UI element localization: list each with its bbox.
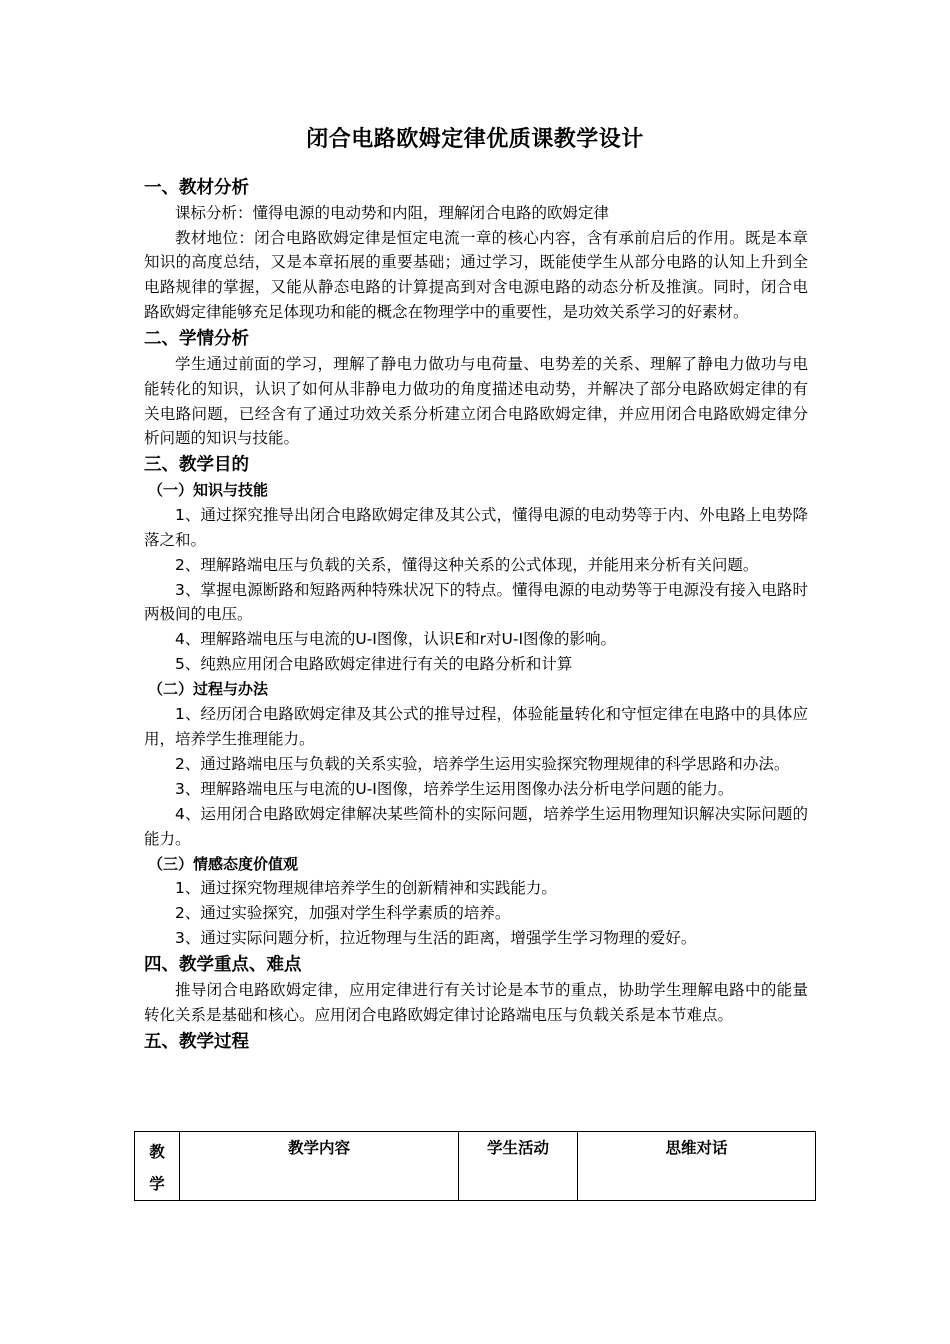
- table-header-content: 教学内容: [180, 1132, 459, 1201]
- section-heading-key-points: 四、教学重点、难点: [144, 955, 302, 976]
- list-item: 3、理解路端电压与电流的U-I图像，培养学生运用图像办法分析电学问题的能力。: [175, 779, 734, 798]
- subheading-knowledge-skills: （一）知识与技能: [148, 480, 269, 499]
- subheading-attitudes-values: （三）情感态度价值观: [148, 854, 299, 873]
- list-item: 5、纯熟应用闭合电路欧姆定律进行有关的电路分析和计算: [175, 655, 573, 674]
- section-heading-student-analysis: 二、学情分析: [144, 329, 249, 350]
- table-header-student-activity: 学生活动: [459, 1132, 578, 1201]
- section-heading-textbook-analysis: 一、教材分析: [144, 178, 249, 198]
- list-item: 1、经历闭合电路欧姆定律及其公式的推导过程，体验能量转化和守恒定律在电路中的具体应用，培养学生推理能力。: [144, 705, 808, 748]
- list-item: 3、通过实际问题分析，拉近物理与生活的距离，增强学生学习物理的爱好。: [175, 929, 697, 948]
- table-row: [135, 1132, 816, 1201]
- paragraph-key-points: 推导闭合电路欧姆定律，应用定律进行有关讨论是本节的重点，协助学生理解电路中的能量转化关系是基础和核心。应用闭合电路欧姆定律讨论路端电压与负载关系是本节难点。: [144, 980, 808, 1024]
- document-body: [144, 174, 808, 1054]
- list-item: 2、理解路端电压与负载的关系，懂得这种关系的公式体现，并能用来分析有关问题。: [175, 555, 759, 574]
- list-item: 2、通过实验探究，加强对学生科学素质的培养。: [175, 904, 511, 923]
- list-item: 4、运用闭合电路欧姆定律解决某些简朴的实际问题，培养学生运用物理知识解决实际问题的能力。: [144, 804, 808, 848]
- paragraph-curriculum-analysis: 课标分析：懂得电源的电动势和内阻，理解闭合电路的欧姆定律: [175, 203, 610, 222]
- paragraph-textbook-position: 教材地位：闭合电路欧姆定律是恒定电流一章的核心内容，含有承前启后的作用。既是本章知识的高度总结，又是本章拓展的重要基础；通过学习，既能使学生从部分电路的认知上升到全电路规律的掌握，又能从静态电路的计算提高到对含电源电路的动态分析及推演。同时，闭合电路欧姆定律能够充足体现功和能的概念在物理学中的重要性，是功效关系学习的好素材。: [144, 228, 808, 322]
- table-header-stage: 教 学: [135, 1132, 180, 1201]
- list-item: 1、通过探究物理规律培养学生的创新精神和实践能力。: [175, 879, 557, 898]
- paragraph-student-analysis: 学生通过前面的学习，理解了静电力做功与电荷量、电势差的关系、理解了静电力做功与电能转化的知识，认识了如何从非静电力做功的角度描述电动势，并解决了部分电路欧姆定律的有关电路问题，已经含有了通过功效关系分析建立闭合电路欧姆定律，并应用闭合电路欧姆定律分析问题的知识与技能。: [144, 354, 808, 448]
- list-item: 1、通过探究推导出闭合电路欧姆定律及其公式，懂得电源的电动势等于内、外电路上电势降落之和。: [144, 505, 808, 549]
- list-item: 2、通过路端电压与负载的关系实验，培养学生运用实验探究物理规律的科学思路和办法。: [175, 754, 790, 773]
- page-title: 闭合电路欧姆定律优质课教学设计: [306, 127, 644, 152]
- list-item: 3、掌握电源断路和短路两种特殊状况下的特点。懂得电源的电动势等于电源没有接入电路时两极间的电压。: [144, 580, 808, 624]
- table-header-dialogue: 思维对话: [578, 1132, 816, 1201]
- section-heading-teaching-process: 五、教学过程: [144, 1031, 249, 1052]
- list-item: 4、理解路端电压与电流的U-I图像，认识E和r对U-I图像的影响。: [175, 630, 617, 649]
- teaching-process-table: [134, 1131, 816, 1201]
- section-heading-teaching-goals: 三、教学目的: [144, 455, 249, 476]
- subheading-process-methods: （二）过程与办法: [148, 680, 269, 699]
